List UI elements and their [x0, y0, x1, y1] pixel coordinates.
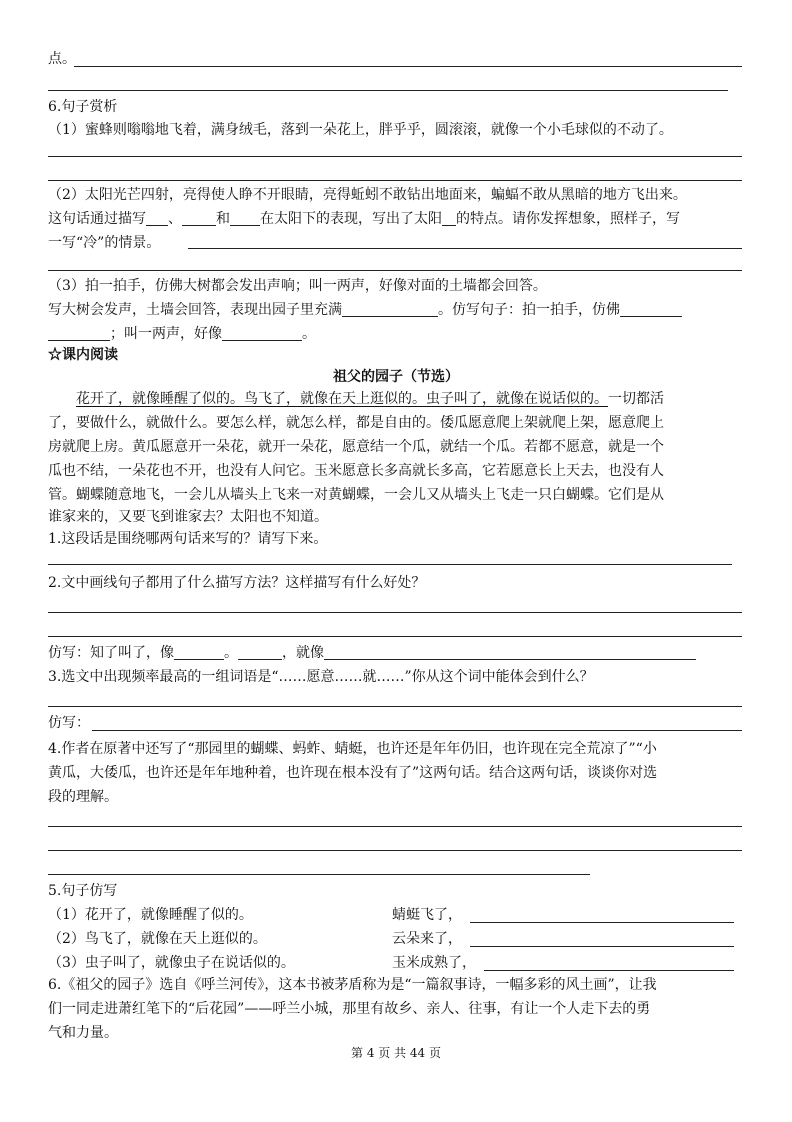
text: 一切都活 [608, 391, 664, 407]
text: 的特点。请你发挥想象，照样子，写 [456, 211, 680, 227]
passage-line: 瓜也不结，一朵花也不开，也没有人问它。玉米愿意长多高就长多高，它若愿意长上天去，也没有人 [48, 463, 664, 479]
question-4-line: 4.作者在原著中还写了“那园里的蝴蝶、蚂蚱、蜻蜓，也许还是年年仍旧，也许现在完全荒凉了”“小 [48, 741, 657, 757]
answer-line[interactable] [48, 874, 590, 875]
text: 。 [224, 645, 238, 661]
answer-line[interactable] [470, 946, 734, 947]
q5-item-left: （3）虫子叫了，就像虫子在说话似的。 [48, 955, 295, 971]
blank[interactable] [174, 645, 224, 660]
passage-line: 谁家来的，又要飞到谁家去？太阳也不知道。 [48, 509, 328, 525]
blank[interactable] [620, 302, 682, 317]
question-3: 3.选文中出现频率最高的一组词语是“……愿意……就……”你从这个词中能体会到什么？ [48, 669, 594, 685]
question-2-imitate [48, 644, 696, 662]
prefix-text: 点。 [48, 51, 76, 67]
passage-line: 房就爬上房。黄瓜愿意开一朵花，就开一朵花，愿意结一个瓜，就结一个瓜。若都不愿意，就是一个 [48, 439, 664, 455]
question-2: 2.文中画线句子都用了什么描写方法？这样描写有什么好处？ [48, 575, 426, 591]
underlined-sentence: 花开了，就像睡醒了似的。鸟飞了，就像在天上逛似的。虫子叫了，就像在说话似的。 [76, 391, 608, 407]
q5-item-left: （2）鸟飞了，就像在天上逛似的。 [48, 931, 267, 947]
blank[interactable] [222, 326, 302, 341]
question-5-title: 5.句子仿写 [48, 883, 118, 899]
question-4-line: 段的理解。 [48, 789, 118, 805]
question-3-imitate: 仿写： [48, 715, 90, 731]
q5-item-right: 玉米成熟了， [392, 955, 476, 971]
sentence-2-question [48, 210, 680, 228]
sentence-1: （1）蜜蜂则嗡嗡地飞着，满身绒毛，落到一朵花上，胖乎乎，圆滚滚，就像一个小毛球似的不动了。 [48, 122, 673, 138]
question-4-line: 黄瓜，大倭瓜，也许还是年年地种着，也许现在根本没有了”这两句话。结合这两句话，谈谈你对选 [48, 765, 658, 781]
passage-line: 管。蝴蝶随意地飞，一会儿从墙头上飞来一对黄蝴蝶，一会儿又从墙头上飞走一只白蝴蝶。它们是从 [48, 487, 664, 503]
answer-line[interactable] [48, 826, 742, 827]
answer-line [48, 90, 728, 91]
answer-line[interactable] [48, 612, 742, 613]
answer-line[interactable] [188, 248, 742, 249]
question-6-line: 6.《祖父的园子》选自《呼兰河传》，这本书被茅盾称为是“一篇叙事诗，一幅多彩的风土画”，让我 [48, 977, 657, 993]
answer-line[interactable] [48, 636, 742, 637]
blank[interactable] [182, 211, 216, 226]
answer-line[interactable] [470, 922, 734, 923]
answer-line[interactable] [48, 706, 742, 707]
section-header: ☆课内阅读 [48, 347, 118, 363]
question-6-line: 气和力量。 [48, 1025, 118, 1041]
q5-item-left: （1）花开了，就像睡醒了似的。 [48, 907, 253, 923]
text: ；叫一两声，好像 [110, 326, 222, 342]
passage-line: 了，要做什么，就做什么。要怎么样，就怎么样，都是自由的。倭瓜愿意爬上架就爬上架，愿意爬上 [48, 415, 664, 431]
blank[interactable] [146, 211, 168, 226]
question-title: 6.句子赏析 [48, 99, 118, 115]
question-6-line: 们一同走进萧红笔下的“后花园”——呼兰小城，那里有故乡、亲人、往事，有让一个人走下去的勇 [48, 1001, 651, 1017]
blank[interactable] [238, 645, 282, 660]
blank[interactable] [230, 211, 260, 226]
sentence-2: （2）太阳光芒四射，亮得使人睁不开眼睛，亮得蚯蚓不敢钻出地面来，蝙蝠不敢从黑暗的地方飞出来。 [48, 187, 687, 203]
passage-title: 祖父的园子（节选） [333, 369, 459, 385]
passage-line [76, 390, 664, 408]
text: ，就像 [282, 645, 324, 661]
answer-line[interactable] [484, 970, 734, 971]
q5-item-right: 蜻蜓飞了， [392, 907, 462, 923]
answer-line[interactable] [92, 730, 742, 731]
text: 在太阳下的表现，写出了太阳 [260, 211, 442, 227]
blank[interactable] [324, 645, 696, 660]
answer-line[interactable] [48, 850, 742, 851]
text: 。 [302, 326, 316, 342]
text: 、 [168, 211, 182, 227]
blank[interactable] [48, 326, 110, 341]
answer-line [74, 66, 742, 67]
text: 写大树会发声，土墙会回答，表现出园子里充满 [48, 302, 342, 318]
blank[interactable] [442, 211, 456, 226]
sentence-3-question [48, 301, 682, 319]
answer-line[interactable] [48, 270, 742, 271]
question-1: 1.这段话是围绕哪两句话来写的？请写下来。 [48, 531, 328, 547]
answer-line-prefix [48, 50, 76, 68]
blank[interactable] [342, 302, 438, 317]
sentence-3-imitate [48, 325, 316, 343]
answer-line [48, 180, 742, 181]
answer-line[interactable] [48, 564, 732, 565]
text: 和 [216, 211, 230, 227]
page-number: 第 4 页 共 44 页 [351, 1046, 441, 1060]
text: 。仿写句子：拍一拍手，仿佛 [438, 302, 620, 318]
q5-item-right: 云朵来了， [392, 931, 462, 947]
answer-line [48, 156, 742, 157]
sentence-2-prompt: 一写“冷”的情景。 [48, 235, 161, 251]
sentence-3: （3）拍一拍手，仿佛大树都会发出声响；叫一两声，好像对面的土墙都会回答。 [48, 278, 547, 294]
text: 这句话通过描写 [48, 211, 146, 227]
text: 仿写：知了叫了，像 [48, 645, 174, 661]
